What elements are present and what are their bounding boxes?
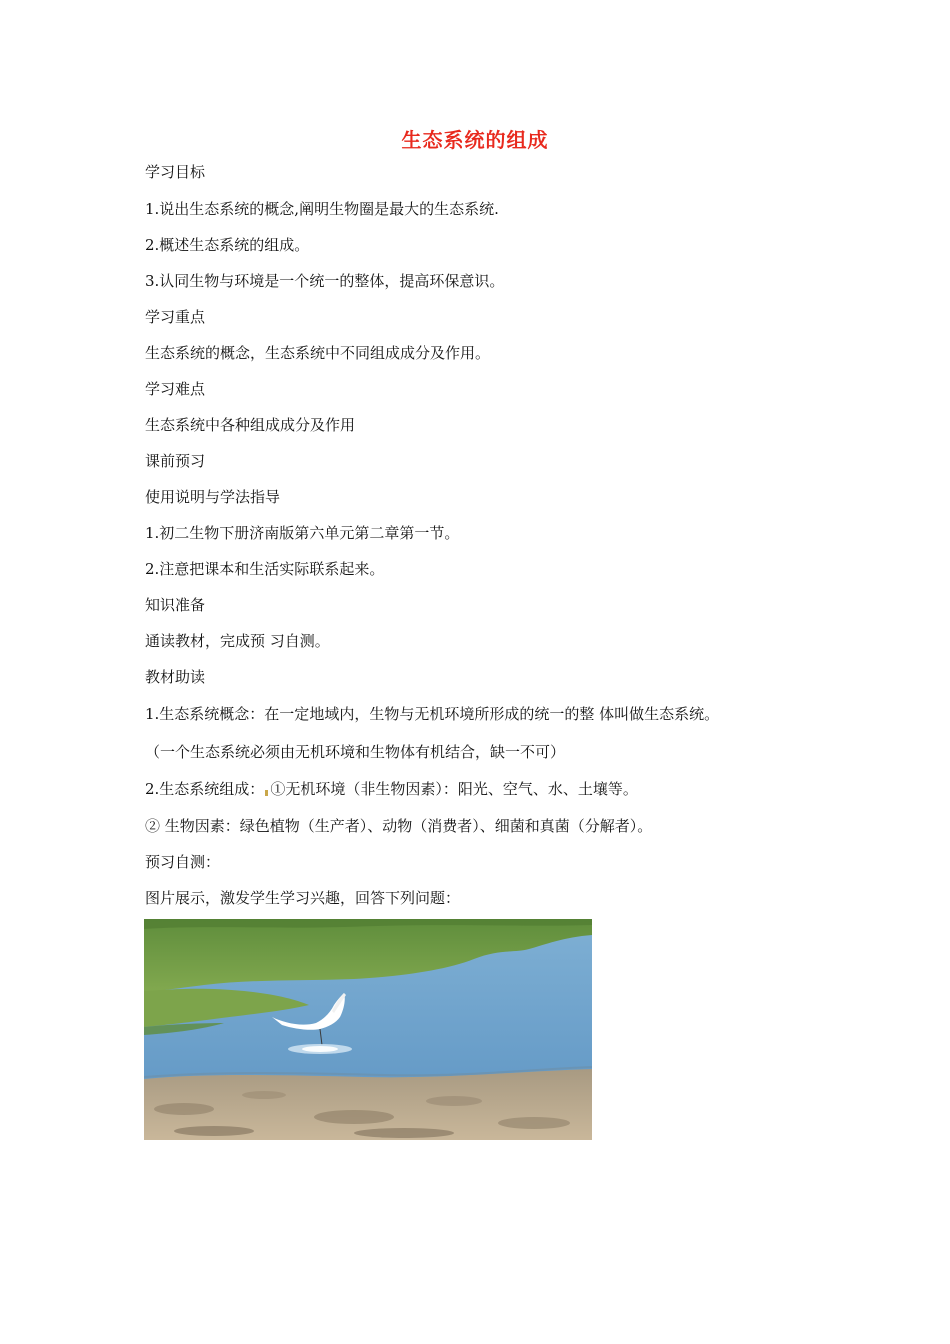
reading-guide-item-2-biotic: ② 生物因素：绿色植物（生产者）、动物（消费者）、细菌和真菌（分解者）。 (145, 817, 653, 835)
heading-key-points: 学习重点 (145, 308, 206, 326)
heading-instructions: 使用说明与学法指导 (145, 488, 281, 506)
self-test-instructions: 图片展示，激发学生学习兴趣，回答下列问题： (145, 889, 461, 907)
goal-item-2: 2.概述生态系统的组成。 (145, 236, 310, 254)
heading-self-test: 预习自测： (145, 853, 221, 871)
heading-reading-guide: 教材助读 (145, 668, 206, 686)
reading-guide-note: （一个生态系统必须由无机环境和生物体有机结合，缺一不可） (145, 743, 566, 761)
reading-guide-item-2-abiotic: ①无机环境（非生物因素）：阳光、空气、水、土壤等。 (270, 780, 638, 798)
water-splash (288, 1044, 352, 1054)
difficulties-text: 生态系统中各种组成成分及作用 (145, 416, 356, 434)
instruction-item-2: 2.注意把课本和生活实际联系起来。 (145, 560, 385, 578)
knowledge-prep-text: 通读教材，完成预 习自测。 (145, 632, 330, 650)
instruction-item-1: 1.初二生物下册济南版第六单元第二章第一节。 (145, 524, 460, 542)
goal-item-3: 3.认同生物与环境是一个统一的整体，提高环保意识。 (145, 272, 505, 290)
document-title: 生态系统的组成 (401, 128, 549, 152)
heading-learning-goals: 学习目标 (145, 163, 206, 181)
ecosystem-photo (144, 919, 592, 1140)
reading-guide-item-2 (145, 779, 638, 799)
heading-knowledge-prep: 知识准备 (145, 596, 206, 614)
ink-mark (265, 790, 268, 796)
reading-guide-item-1: 1.生态系统概念：在一定地域内，生物与无机环境所形成的统一的整 体叫做生态系统。 (145, 705, 720, 723)
heading-preview: 课前预习 (145, 452, 206, 470)
heading-difficulties: 学习难点 (145, 380, 206, 398)
reading-guide-item-2-label: 2.生态系统组成： (145, 780, 265, 798)
key-points-text: 生态系统的概念，生态系统中不同组成成分及作用。 (145, 344, 491, 362)
goal-item-1: 1.说出生态系统的概念,阐明生物圈是最大的生态系统. (145, 200, 499, 218)
